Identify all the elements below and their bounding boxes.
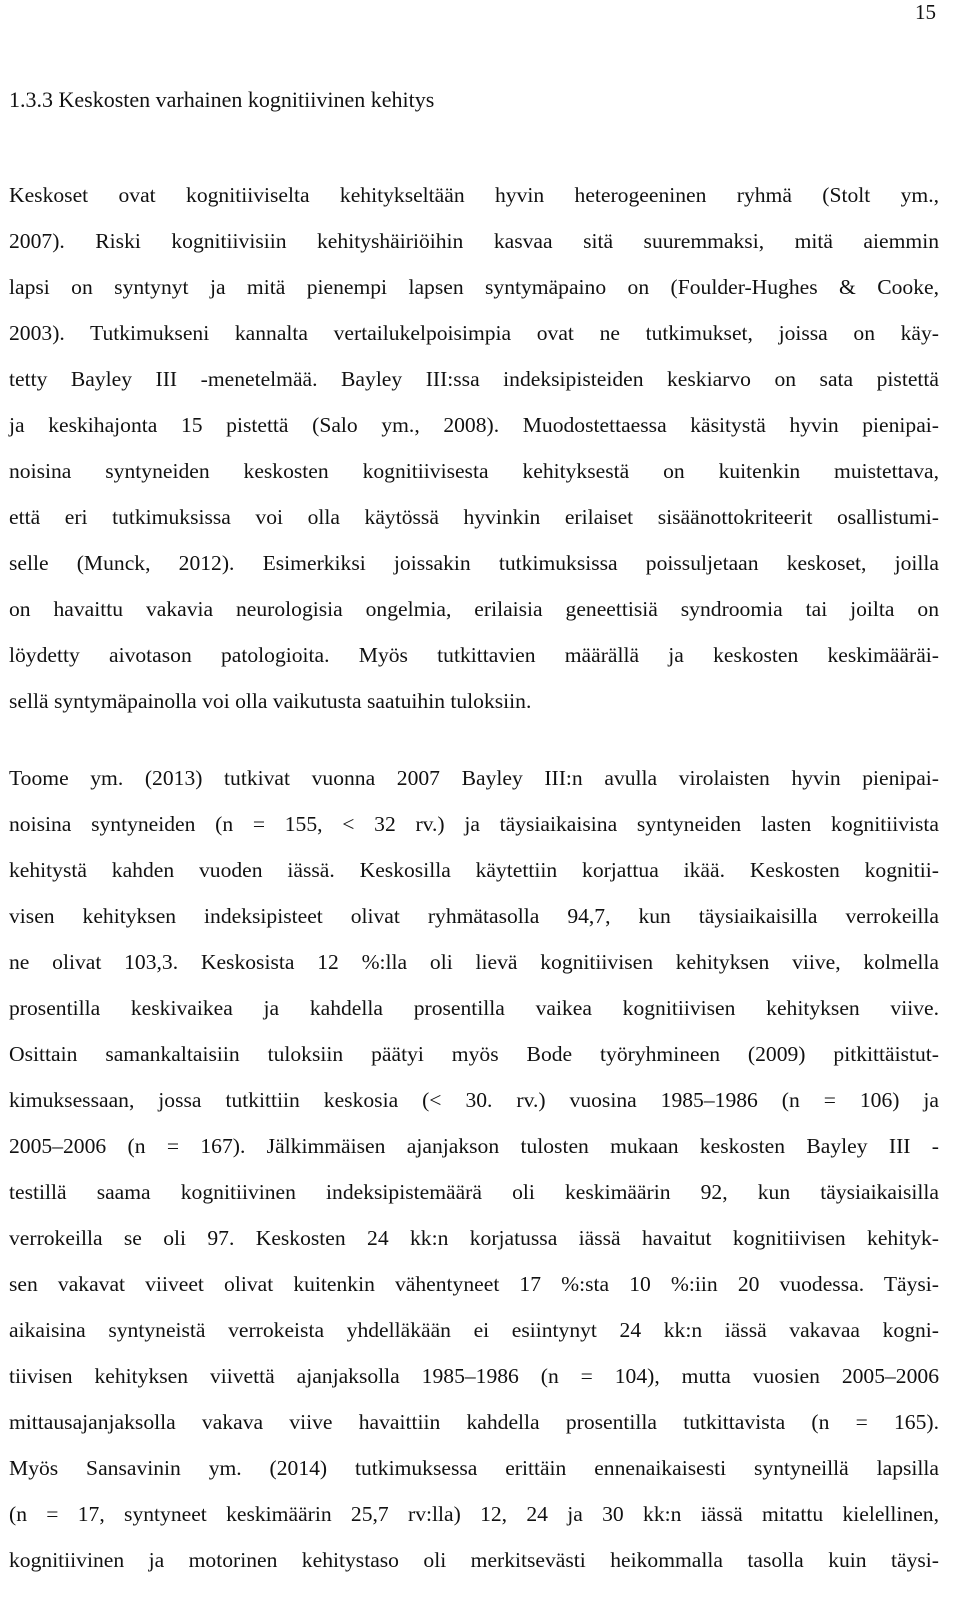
paragraph-line: aikaisina syntyneistä verrokeista yhdelläkään ei esiintynyt 24 kk:n iässä vakavaa kogni- — [9, 1318, 939, 1342]
paragraph-line: 2007). Riski kognitiivisiin kehityshäiriöihin kasvaa sitä suuremmaksi, mitä aiemmin — [9, 229, 939, 253]
paragraph-line: testillä saama kognitiivinen indeksipistemäärä oli keskimäärin 92, kun täysiaikaisilla — [9, 1180, 939, 1204]
paragraph-line: kognitiivinen ja motorinen kehitystaso oli merkitsevästi heikommalla tasolla kuin täysi- — [9, 1548, 939, 1572]
paragraph-1 — [9, 172, 939, 724]
paragraph-line: 2005–2006 (n = 167). Jälkimmäisen ajanjakson tulosten mukaan keskosten Bayley III - — [9, 1134, 939, 1158]
paragraph-line: kimuksessaan, jossa tutkittiin keskosia (< 30. rv.) vuosina 1985–1986 (n = 106) ja — [9, 1088, 939, 1112]
paragraph-line: (n = 17, syntyneet keskimäärin 25,7 rv:lla) 12, 24 ja 30 kk:n iässä mitattu kielellinen, — [9, 1502, 939, 1526]
paragraph-line: visen kehityksen indeksipisteet olivat ryhmätasolla 94,7, kun täysiaikaisilla verrokeilla — [9, 904, 939, 928]
paragraph-line: Keskoset ovat kognitiiviselta kehitykseltään hyvin heterogeeninen ryhmä (Stolt ym., — [9, 183, 939, 207]
paragraph-line: lapsi on syntynyt ja mitä pienempi lapsen syntymäpaino on (Foulder-Hughes & Cooke, — [9, 275, 939, 299]
paragraph-2 — [9, 755, 939, 1583]
paragraph-line: löydetty aivotason patologioita. Myös tutkittavien määrällä ja keskosten keskimääräi- — [9, 643, 939, 667]
paragraph-line: kehitystä kahden vuoden iässä. Keskosilla käytettiin korjattua ikää. Keskosten kognitii- — [9, 858, 939, 882]
paragraph-line: 2003). Tutkimukseni kannalta vertailukelpoisimpia ovat ne tutkimukset, joissa on käy- — [9, 321, 939, 345]
paragraph-line: ne olivat 103,3. Keskosista 12 %:lla oli lievä kognitiivisen kehityksen viive, kolmella — [9, 950, 939, 974]
paragraph-line: noisina syntyneiden keskosten kognitiivisesta kehityksestä on kuitenkin muistettava, — [9, 459, 939, 483]
paragraph-line: tetty Bayley III -menetelmää. Bayley III:ssa indeksipisteiden keskiarvo on sata pistettä — [9, 367, 939, 391]
paragraph-line: noisina syntyneiden (n = 155, < 32 rv.) ja täysiaikaisina syntyneiden lasten kognitiivista — [9, 812, 939, 836]
paragraph-line: Toome ym. (2013) tutkivat vuonna 2007 Bayley III:n avulla virolaisten hyvin pienipai- — [9, 766, 939, 790]
paragraph-line: prosentilla keskivaikea ja kahdella prosentilla vaikea kognitiivisen kehityksen viive. — [9, 996, 939, 1020]
page-number: 15 — [915, 0, 936, 24]
paragraph-line: on havaittu vakavia neurologisia ongelmia, erilaisia geneettisiä syndroomia tai joilta on — [9, 597, 939, 621]
paragraph-line: että eri tutkimuksissa voi olla käytössä hyvinkin erilaiset sisäänottokriteerit osallistumi- — [9, 505, 939, 529]
paragraph-line: tiivisen kehityksen viivettä ajanjaksolla 1985–1986 (n = 104), mutta vuosien 2005–2006 — [9, 1364, 939, 1388]
paragraph-line: selle (Munck, 2012). Esimerkiksi joissakin tutkimuksissa poissuljetaan keskoset, joilla — [9, 551, 939, 575]
paragraph-line: sellä syntymäpainolla voi olla vaikutusta saatuihin tuloksiin. — [9, 689, 532, 713]
section-heading: 1.3.3 Keskosten varhainen kognitiivinen kehitys — [9, 87, 435, 112]
paragraph-line: Myös Sansavinin ym. (2014) tutkimuksessa erittäin ennenaikaisesti syntyneillä lapsilla — [9, 1456, 939, 1480]
paragraph-line: sen vakavat viiveet olivat kuitenkin vähentyneet 17 %:sta 10 %:iin 20 vuodessa. Täysi- — [9, 1272, 939, 1296]
paragraph-line: Osittain samankaltaisiin tuloksiin päätyi myös Bode työryhmineen (2009) pitkittäistut- — [9, 1042, 939, 1066]
paragraph-line: mittausajanjaksolla vakava viive havaittiin kahdella prosentilla tutkittavista (n = 165). — [9, 1410, 939, 1434]
paragraph-line: verrokeilla se oli 97. Keskosten 24 kk:n korjatussa iässä havaitut kognitiivisen kehityk- — [9, 1226, 939, 1250]
paragraph-line: ja keskihajonta 15 pistettä (Salo ym., 2008). Muodostettaessa käsitystä hyvin pienipai- — [9, 413, 939, 437]
